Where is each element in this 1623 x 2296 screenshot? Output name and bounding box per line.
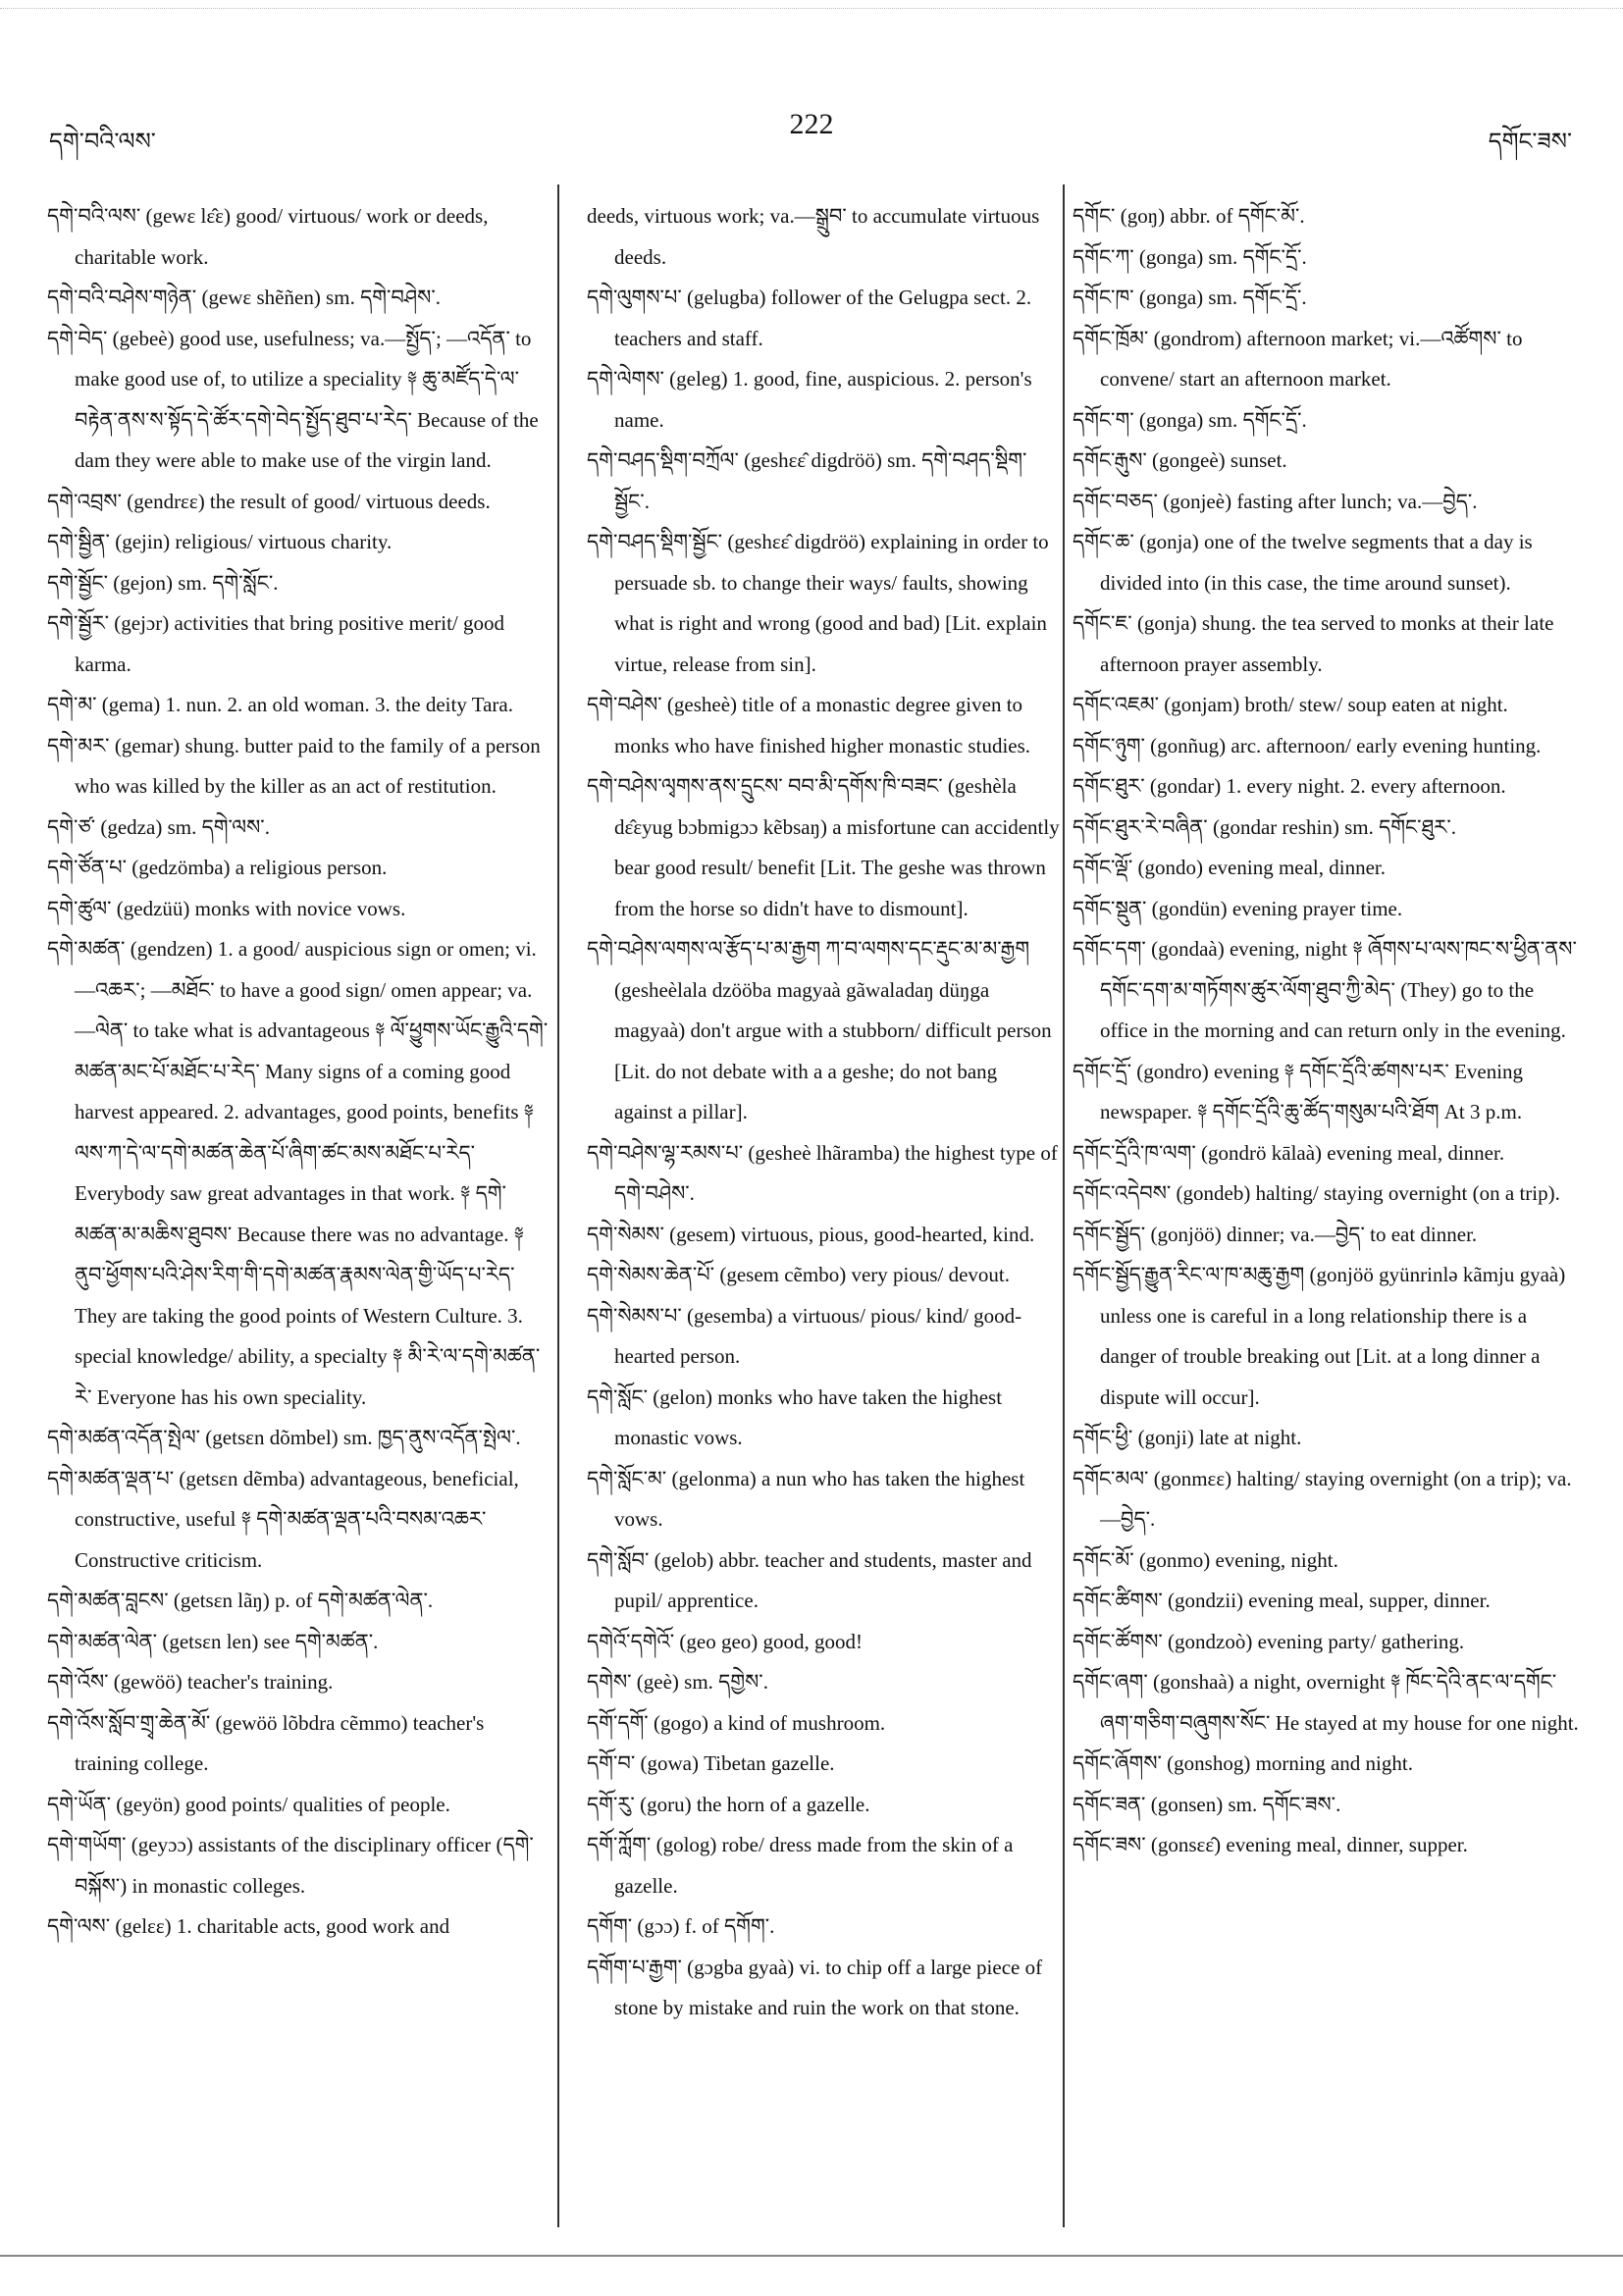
dictionary-entry: དགེ་ཡོན་ (geyön) good points/ qualities of people. bbox=[47, 1792, 450, 1816]
dictionary-entry: དགེ་མཚན་ལེན་ (getsɛn len) see དགེ་མཚན་. bbox=[47, 1629, 379, 1653]
dictionary-column-3 bbox=[1073, 196, 1581, 1866]
dictionary-entry: དགོང་ཆ་ (gonja) one of the twelve segments that a day is divided into (in this case, the time around sunset). bbox=[1073, 530, 1533, 595]
dictionary-entry: དགོག་པ་རྒྱག་ (gɔgba gyaà) vi. to chip off a large piece of stone by mistake and ruin the work on that stone. bbox=[587, 1955, 1043, 2019]
dictionary-entry: དགེ་ཙ་ (gedza) sm. དགེ་ལས་. bbox=[47, 814, 270, 839]
dictionary-entry: དགེ་མ་ (gema) 1. nun. 2. an old woman. 3. the deity Tara. bbox=[47, 693, 513, 716]
dictionary-entry: དགེ་སྦྱིན་ (gejin) religious/ virtuous charity. bbox=[47, 530, 393, 553]
dictionary-entry: དགོང་ཞོགས་ (gonshog) morning and night. bbox=[1073, 1751, 1413, 1775]
dictionary-entry: དགེ་བའི་བཤེས་གཉེན་ (gewɛ shẽñen) sm. དགེ་བཤེས་. bbox=[47, 286, 441, 309]
column-divider bbox=[1063, 184, 1065, 2227]
dictionary-column-1 bbox=[47, 196, 550, 1948]
dictionary-entry: དགེ་མཚན་འདོན་སྤེལ་ (getsɛn dõmbel) sm. ཁྱད་ནུས་འདོན་སྤེལ་. bbox=[47, 1426, 521, 1449]
dictionary-entry: དགོག་ (gɔɔ) f. of དགོག་. bbox=[587, 1914, 775, 1938]
dictionary-entry: དགེ་སློང་མ་ (gelonma) a nun who has taken the highest vows. bbox=[587, 1466, 1025, 1531]
dictionary-entry: དགེས་ (geè) sm. དགྱེས་. bbox=[587, 1670, 768, 1694]
dictionary-entry: deeds, virtuous work; va.—སྒྲུབ་ to accumulate virtuous deeds. bbox=[587, 204, 1040, 269]
dictionary-entry: དགེ་བཤེས་ལྭགས་ནས་དྲུངས་ བབ་མི་དགོས་ཁི་བཟང་ (geshèla dɛ̂ɛyug bɔbmigɔɔ kẽbsaŋ) a misfortune can accidently bear good result/ benefit [Lit. The geshe was thrown from the horse so didn't have to dismount]. bbox=[587, 774, 1060, 920]
dictionary-entry: དགོ་བ་ (gowa) Tibetan gazelle. bbox=[587, 1751, 835, 1775]
dictionary-entry: དགེ་འབྲས་ (gendrɛɛ) the result of good/ virtuous deeds. bbox=[47, 489, 491, 513]
dictionary-entry: དགོང་མལ་ (gonmɛɛ) halting/ staying overnight (on a trip); va.—བྱེད་. bbox=[1073, 1466, 1572, 1531]
dictionary-entry: དགོང་དྲོའི་ཁ་ལག་ (gondrö kālaà) evening meal, dinner. bbox=[1073, 1140, 1505, 1165]
dictionary-entry: དགེ་བཤེས་ལགས་ལ་རྩོད་པ་མ་རྒྱག ཀ་བ་ལགས་དང་རྡུང་མ་མ་རྒྱག (gesheèlala dzööba magyaà gãwaladaŋ düŋga magyaà) don't argue with a stubborn/ difficult person [Lit. do not debate with a a geshe; do not bang against a pillar]. bbox=[587, 937, 1052, 1123]
dictionary-entry: དགོང་དག་ (gondaà) evening, night ༈ ཞོགས་པ་ལས་ཁང་ས་ཕྱིན་ནས་དགོང་དག་མ་གཏོགས་ཚུར་ལོག་ཐུབ་ཀྱི་མེད་ (They) go to the office in the morning and can return only in the evening. bbox=[1073, 937, 1577, 1042]
dictionary-entry: དགོང་ཟན་ (gonsen) sm. དགོང་ཟས་. bbox=[1073, 1792, 1341, 1816]
page-bottom-edge bbox=[0, 2255, 1623, 2257]
dictionary-entry: དགེ་ཚུལ་ (gedzüü) monks with novice vows. bbox=[47, 896, 406, 920]
header-right-guide-word: དགོང་ཟས་ bbox=[1488, 130, 1572, 155]
dictionary-column-2 bbox=[587, 196, 1060, 2029]
dictionary-entry: དགེ་སློབ་ (gelob) abbr. teacher and students, master and pupil/ apprentice. bbox=[587, 1547, 1032, 1612]
dictionary-entry: དགེ་ལུགས་པ་ (gelugba) follower of the Gelugpa sect. 2. teachers and staff. bbox=[587, 286, 1032, 350]
dictionary-entry: དགོང་ཀ་ (gonga) sm. དགོང་དྲོ་. bbox=[1073, 244, 1307, 269]
dictionary-entry: དགེ་བཤེས་ལྷ་རམས་པ་ (gesheè lhãramba) the highest type of དགེ་བཤེས་. bbox=[587, 1140, 1058, 1205]
dictionary-entry: དགེ་སེམས་པ་ (gesemba) a virtuous/ pious/ kind/ good-hearted person. bbox=[587, 1303, 1022, 1368]
dictionary-entry: དགོང་སྦྱོད་རྒྱུན་རིང་ལ་ཁ་མཆུ་རྒྱག (gonjöö gyünrinlə kãmju gyaà) unless one is careful in a long relationship there is a danger of trouble breaking out [Lit. at a long dinner a dispute will occur]. bbox=[1073, 1263, 1566, 1409]
dictionary-entry: དགེ་མར་ (gemar) shung. butter paid to the family of a person who was killed by the killer as an act of restitution. bbox=[47, 733, 541, 798]
dictionary-entry: དགོང་ཁ་ (gonga) sm. དགོང་དྲོ་. bbox=[1073, 286, 1307, 309]
dictionary-entry: དགོང་མོ་ (gonmo) evening, night. bbox=[1073, 1547, 1338, 1572]
dictionary-entry: དགོ་དགོ་ (gogo) a kind of mushroom. bbox=[587, 1710, 886, 1735]
dictionary-entry: དགེ་མཚན་བླངས་ (getsɛn lãŋ) p. of དགེ་མཚན་ལེན་. bbox=[47, 1589, 434, 1612]
dictionary-entry: དགོང་བཅད་ (gonjeè) fasting after lunch; va.—བྱེད་. bbox=[1073, 489, 1478, 513]
dictionary-entry: དགོང་ག་ (gonga) sm. དགོང་དྲོ་. bbox=[1073, 407, 1307, 432]
dictionary-entry: དགོང་ཇ་ (gonja) shung. the tea served to monks at their late afternoon prayer assembly. bbox=[1073, 611, 1554, 676]
dictionary-entry: དགོང་ལྡོ་ (gondo) evening meal, dinner. bbox=[1073, 856, 1386, 879]
dictionary-entry: དགེ་སེམས་ (gesem) virtuous, pious, good-hearted, kind. bbox=[587, 1222, 1035, 1246]
dictionary-entry: དགེ་མཚན་ (gendzen) 1. a good/ auspicious sign or omen; vi.—འཆར་; —མཐོང་ to have a good sign/ omen appear; va.—ལེན་ to take what is advantageous ༈ ལོ་ཕྱུགས་ཡོང་རྒྱུའི་དགེ་མཚན་མང་པོ་མཐོང་པ་རེད་ Many signs of a coming good harvest appeared. 2. advantages, good points, benefits ༈ ལས་ཀ་དེ་ལ་དགེ་མཚན་ཆེན་པོ་ཞིག་ཚང་མས་མཐོང་པ་རེད་ Everybody saw great advantages in that work. ༈ དགེ་མཚན་མ་མཆིས་ཐུབས་ Because there was no advantage. ༈ ནུབ་ཕྱོགས་པའི་ཤེས་རིག་གི་དགེ་མཚན་རྣམས་ལེན་གྱི་ཡོད་པ་རེད་ They are taking the good points of Western Culture. 3. special knowledge/ ability, a specialty ༈ མི་རེ་ལ་དགེ་མཚན་རེ་ Everyone has his own speciality. bbox=[47, 937, 549, 1409]
dictionary-entry: དགེ་ལས་ (gelɛɛ) 1. charitable acts, good work and bbox=[47, 1914, 450, 1938]
dictionary-entry: དགོང་ཉུག་ (gonñug) arc. afternoon/ early evening hunting. bbox=[1073, 733, 1542, 757]
dictionary-entry: དགེ་སློང་ (gelon) monks who have taken the highest monastic vows. bbox=[587, 1384, 1003, 1449]
dictionary-entry: དགེ་གཡོག་ (geyɔɔ) assistants of the disciplinary officer (དགེ་བསྐོས་) in monastic colleges. bbox=[47, 1833, 534, 1898]
dictionary-entry: དགེ་འོས་ (gewöö) teacher's training. bbox=[47, 1670, 334, 1694]
dictionary-entry: དགོང་ཟས་ (gonsɛɛ̂) evening meal, dinner, supper. bbox=[1073, 1833, 1468, 1856]
dictionary-entry: དགོང་རྒུས་ (gongeè) sunset. bbox=[1073, 448, 1287, 472]
dictionary-entry: དགོང་ཕྱི་ (gonji) late at night. bbox=[1073, 1426, 1302, 1449]
header-left-guide-word: དགེ་བའི་ལས་ bbox=[49, 130, 156, 155]
dictionary-entry: དགེ་ཙོན་པ་ (gedzömba) a religious person. bbox=[47, 856, 388, 879]
dictionary-entry: དགོང་སྡུན་ (gondün) evening prayer time. bbox=[1073, 896, 1403, 920]
column-divider bbox=[557, 184, 559, 2227]
dictionary-entry: དགེའོ་དགེའོ་ (geo geo) good, good! bbox=[587, 1629, 864, 1653]
dictionary-entry: དགོང་འཇམ་ (gonjam) broth/ stew/ soup eaten at night. bbox=[1073, 693, 1508, 716]
dictionary-entry: དགོང་སྦྱོད་ (gonjöö) dinner; va.—བྱེད་ to eat dinner. bbox=[1073, 1222, 1478, 1246]
dictionary-entry: དགོང་ཐུར་རེ་བཞིན་ (gondar reshin) sm. དགོང་ཐུར་. bbox=[1073, 814, 1456, 839]
dictionary-entry: དགོང་འདེབས་ (gondeb) halting/ staying overnight (on a trip). bbox=[1073, 1181, 1560, 1205]
dictionary-entry: དགོང་ཚོགས་ (gondzoò) evening party/ gathering. bbox=[1073, 1629, 1465, 1653]
dictionary-entry: དགོང་ (goŋ) abbr. of དགོང་མོ་. bbox=[1073, 204, 1305, 228]
dictionary-entry: དགེ་སེམས་ཆེན་པོ་ (gesem cẽmbo) very pious/ devout. bbox=[587, 1263, 1011, 1286]
dictionary-entry: དགེ་ལེགས་ (geleg) 1. good, fine, auspicious. 2. person's name. bbox=[587, 367, 1032, 432]
dictionary-entry: དགེ་སྦྱོར་ (gejɔr) activities that bring positive merit/ good karma. bbox=[47, 611, 504, 676]
dictionary-entry: དགོ་ཀློག་ (golog) robe/ dress made from the skin of a gazelle. bbox=[587, 1833, 1014, 1898]
dictionary-entry: དགོང་ཁྲོམ་ (gondrom) afternoon market; vi.—འཚོགས་ to convene/ start an afternoon market. bbox=[1073, 326, 1523, 391]
dictionary-entry: དགེ་བེད་ (gebeè) good use, usefulness; va.—སྤྱོད་; —འདོན་ to make good use of, to utilize a speciality ༈ ཆུ་མཛོད་དེ་ལ་བརྟེན་ནས་ས་སྟོད་དེ་ཚོར་དགེ་བེད་སྤྱོད་ཐུབ་པ་རེད་ Because of the dam they were able to make use of the virgin land. bbox=[47, 326, 539, 472]
dictionary-entry: དགོང་ཐུར་ (gondar) 1. every night. 2. every afternoon. bbox=[1073, 774, 1506, 798]
dictionary-entry: དགེ་སྦྱོང་ (gejon) sm. དགེ་སློང་. bbox=[47, 570, 279, 595]
dictionary-entry: དགེ་བཤད་སྡིག་སྦྱོང་ (geshɛɛ̂ digdröö) explaining in order to persuade sb. to change their ways/ faults, showing what is right and wrong (good and bad) [Lit. explain virtue, release from sin]. bbox=[587, 530, 1049, 676]
dictionary-entry: དགོང་ཞག་ (gonshaà) a night, overnight ༈ ཁོང་དེའི་ནང་ལ་དགོང་ཞག་གཅིག་བཞུགས་སོང་ He stayed at my house for one night. bbox=[1073, 1670, 1579, 1735]
dictionary-entry: དགེ་བའི་ལས་ (gewɛ lɛ̂ɛ) good/ virtuous/ work or deeds, charitable work. bbox=[47, 204, 489, 269]
page-number: 222 bbox=[789, 108, 834, 140]
dictionary-entry: དགོང་དྲོ་ (gondro) evening ༈ དགོང་དྲོའི་ཚགས་པར་ Evening newspaper. ༈ དགོང་དྲོའི་ཆུ་ཚོད་གསུམ་པའི་ཐོག At 3 p.m. bbox=[1073, 1059, 1524, 1123]
dictionary-entry: དགེ་མཚན་ལྡན་པ་ (getsɛn dẽmba) advantageous, beneficial, constructive, useful ༈ དགེ་མཚན་ལྡན་པའི་བསམ་འཆར་ Constructive criticism. bbox=[47, 1466, 519, 1572]
scan-top-edge bbox=[0, 8, 1623, 10]
dictionary-entry: དགོ་རུ་ (goru) the horn of a gazelle. bbox=[587, 1792, 870, 1816]
dictionary-entry: དགེ་བཤད་སྡིག་བཀྲོལ་ (geshɛɛ̂ digdröö) sm. དགེ་བཤད་སྡིག་སྦྱོང་. bbox=[587, 448, 1027, 513]
dictionary-entry: དགེ་བཤེས་ (gesheè) title of a monastic degree given to monks who have finished higher monastic studies. bbox=[587, 693, 1031, 757]
dictionary-entry: དགོང་ཚིགས་ (gondzii) evening meal, supper, dinner. bbox=[1073, 1589, 1491, 1612]
dictionary-entry: དགེ་འོས་སློབ་གྲྭ་ཆེན་མོ་ (gewöö lõbdra cẽmmo) teacher's training college. bbox=[47, 1710, 485, 1775]
